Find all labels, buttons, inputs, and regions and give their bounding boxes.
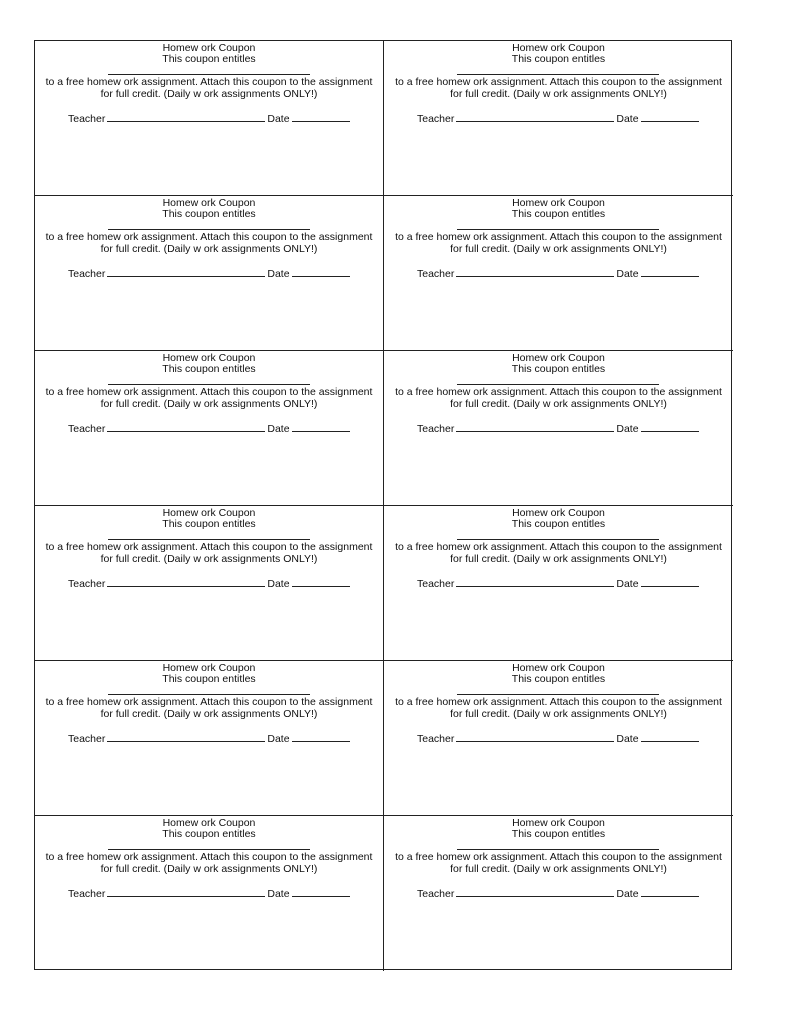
coupon-body-line-1: to a free homew ork assignment. Attach this coupon to the assignment	[45, 541, 373, 553]
coupon-entitles-text: This coupon entitles	[511, 518, 606, 530]
coupon-title: Homew ork Coupon	[512, 352, 605, 364]
coupon-body-line-1: to a free homew ork assignment. Attach this coupon to the assignment	[45, 696, 373, 708]
coupon-entitles-text: This coupon entitles	[162, 673, 256, 685]
date-label: Date	[616, 423, 639, 435]
coupon-entitles-text: This coupon entitles	[511, 363, 606, 375]
student-name-line	[108, 539, 310, 540]
coupon-body-line-1: to a free homew ork assignment. Attach this coupon to the assignment	[395, 231, 722, 243]
teacher-signature-line	[107, 267, 265, 277]
coupon-body-line-1: to a free homew ork assignment. Attach this coupon to the assignment	[45, 231, 373, 243]
coupon-entitles-text: This coupon entitles	[511, 828, 606, 840]
student-name-line	[457, 384, 659, 385]
coupon-body-line-2: for full credit. (Daily w ork assignments ONLY!)	[450, 243, 667, 255]
coupon-body-line-2: for full credit. (Daily w ork assignments ONLY!)	[450, 708, 667, 720]
coupon-body-line-2: for full credit. (Daily w ork assignments ONLY!)	[100, 243, 318, 255]
coupon-entitles-text: This coupon entitles	[511, 673, 606, 685]
coupon-body-line-1: to a free homew ork assignment. Attach this coupon to the assignment	[395, 696, 722, 708]
coupon-body-line-2: for full credit. (Daily w ork assignments ONLY!)	[450, 398, 667, 410]
date-label: Date	[616, 113, 639, 125]
coupon-body-line-1: to a free homew ork assignment. Attach this coupon to the assignment	[395, 851, 722, 863]
date-label: Date	[616, 733, 639, 745]
student-name-line	[457, 74, 659, 75]
teacher-label: Teacher	[68, 268, 106, 280]
homework-coupon	[384, 41, 733, 196]
signature-row	[68, 422, 350, 435]
teacher-label: Teacher	[417, 578, 455, 590]
teacher-signature-line	[107, 422, 265, 432]
date-line	[641, 732, 699, 742]
homework-coupon	[384, 506, 733, 661]
coupon-body-line-2: for full credit. (Daily w ork assignments ONLY!)	[100, 553, 318, 565]
coupon-title: Homew ork Coupon	[512, 507, 605, 519]
coupon-title: Homew ork Coupon	[162, 662, 256, 674]
teacher-signature-line	[107, 112, 265, 122]
teacher-label: Teacher	[68, 423, 106, 435]
coupon-sheet	[34, 40, 732, 970]
coupon-entitles-text: This coupon entitles	[162, 828, 256, 840]
teacher-label: Teacher	[417, 423, 455, 435]
coupon-title: Homew ork Coupon	[512, 662, 605, 674]
date-label: Date	[616, 268, 639, 280]
date-line	[641, 422, 699, 432]
teacher-signature-line	[456, 577, 614, 587]
teacher-label: Teacher	[68, 113, 106, 125]
teacher-signature-line	[456, 112, 614, 122]
coupon-body-line-2: for full credit. (Daily w ork assignments ONLY!)	[450, 88, 667, 100]
coupon-title: Homew ork Coupon	[162, 507, 256, 519]
date-line	[292, 112, 350, 122]
date-line	[641, 112, 699, 122]
signature-row	[417, 112, 699, 125]
homework-coupon	[35, 661, 384, 816]
date-label: Date	[267, 733, 290, 745]
signature-row	[417, 267, 699, 280]
teacher-signature-line	[456, 732, 614, 742]
homework-coupon	[35, 351, 384, 506]
homework-coupon	[35, 196, 384, 351]
coupon-entitles-text: This coupon entitles	[162, 363, 256, 375]
teacher-label: Teacher	[68, 733, 106, 745]
date-label: Date	[267, 888, 290, 900]
student-name-line	[108, 74, 310, 75]
coupon-title: Homew ork Coupon	[162, 352, 256, 364]
coupon-body-line-1: to a free homew ork assignment. Attach this coupon to the assignment	[395, 76, 722, 88]
coupon-body-line-2: for full credit. (Daily w ork assignments ONLY!)	[100, 708, 318, 720]
date-line	[641, 267, 699, 277]
teacher-signature-line	[456, 422, 614, 432]
date-label: Date	[616, 578, 639, 590]
coupon-body-line-2: for full credit. (Daily w ork assignments ONLY!)	[100, 398, 318, 410]
coupon-entitles-text: This coupon entitles	[511, 208, 606, 220]
date-label: Date	[267, 113, 290, 125]
teacher-signature-line	[456, 267, 614, 277]
signature-row	[417, 422, 699, 435]
homework-coupon	[35, 41, 384, 196]
signature-row	[417, 732, 699, 745]
date-line	[641, 887, 699, 897]
homework-coupon	[384, 661, 733, 816]
teacher-label: Teacher	[68, 888, 106, 900]
signature-row	[68, 267, 350, 280]
homework-coupon	[384, 351, 733, 506]
signature-row	[68, 112, 350, 125]
coupon-title: Homew ork Coupon	[162, 817, 256, 829]
signature-row	[417, 887, 699, 900]
signature-row	[68, 732, 350, 745]
coupon-title: Homew ork Coupon	[162, 197, 256, 209]
coupon-entitles-text: This coupon entitles	[162, 208, 256, 220]
teacher-signature-line	[107, 732, 265, 742]
coupon-title: Homew ork Coupon	[512, 42, 605, 54]
coupon-body-line-2: for full credit. (Daily w ork assignments ONLY!)	[100, 863, 318, 875]
coupon-body-line-2: for full credit. (Daily w ork assignments ONLY!)	[450, 553, 667, 565]
signature-row	[417, 577, 699, 590]
student-name-line	[108, 849, 310, 850]
date-line	[292, 267, 350, 277]
coupon-body-line-1: to a free homew ork assignment. Attach this coupon to the assignment	[395, 386, 722, 398]
teacher-signature-line	[107, 577, 265, 587]
coupon-title: Homew ork Coupon	[162, 42, 256, 54]
teacher-label: Teacher	[417, 888, 455, 900]
date-line	[292, 887, 350, 897]
student-name-line	[457, 229, 659, 230]
date-label: Date	[267, 578, 290, 590]
homework-coupon	[384, 196, 733, 351]
coupon-body-line-1: to a free homew ork assignment. Attach this coupon to the assignment	[45, 851, 373, 863]
coupon-body-line-1: to a free homew ork assignment. Attach this coupon to the assignment	[45, 386, 373, 398]
student-name-line	[108, 229, 310, 230]
date-line	[292, 732, 350, 742]
teacher-label: Teacher	[417, 113, 455, 125]
signature-row	[68, 577, 350, 590]
homework-coupon	[35, 816, 384, 971]
coupon-entitles-text: This coupon entitles	[511, 53, 606, 65]
signature-row	[68, 887, 350, 900]
coupon-body-line-1: to a free homew ork assignment. Attach this coupon to the assignment	[45, 76, 373, 88]
coupon-entitles-text: This coupon entitles	[162, 518, 256, 530]
date-line	[641, 577, 699, 587]
coupon-title: Homew ork Coupon	[512, 197, 605, 209]
date-line	[292, 422, 350, 432]
teacher-signature-line	[107, 887, 265, 897]
teacher-signature-line	[456, 887, 614, 897]
student-name-line	[457, 694, 659, 695]
student-name-line	[457, 539, 659, 540]
coupon-body-line-2: for full credit. (Daily w ork assignments ONLY!)	[450, 863, 667, 875]
teacher-label: Teacher	[417, 268, 455, 280]
date-label: Date	[267, 268, 290, 280]
coupon-body-line-1: to a free homew ork assignment. Attach this coupon to the assignment	[395, 541, 722, 553]
coupon-body-line-2: for full credit. (Daily w ork assignments ONLY!)	[100, 88, 318, 100]
homework-coupon	[384, 816, 733, 971]
date-label: Date	[267, 423, 290, 435]
student-name-line	[108, 694, 310, 695]
homework-coupon	[35, 506, 384, 661]
teacher-label: Teacher	[68, 578, 106, 590]
teacher-label: Teacher	[417, 733, 455, 745]
date-label: Date	[616, 888, 639, 900]
date-line	[292, 577, 350, 587]
student-name-line	[108, 384, 310, 385]
coupon-title: Homew ork Coupon	[512, 817, 605, 829]
coupon-entitles-text: This coupon entitles	[162, 53, 256, 65]
student-name-line	[457, 849, 659, 850]
